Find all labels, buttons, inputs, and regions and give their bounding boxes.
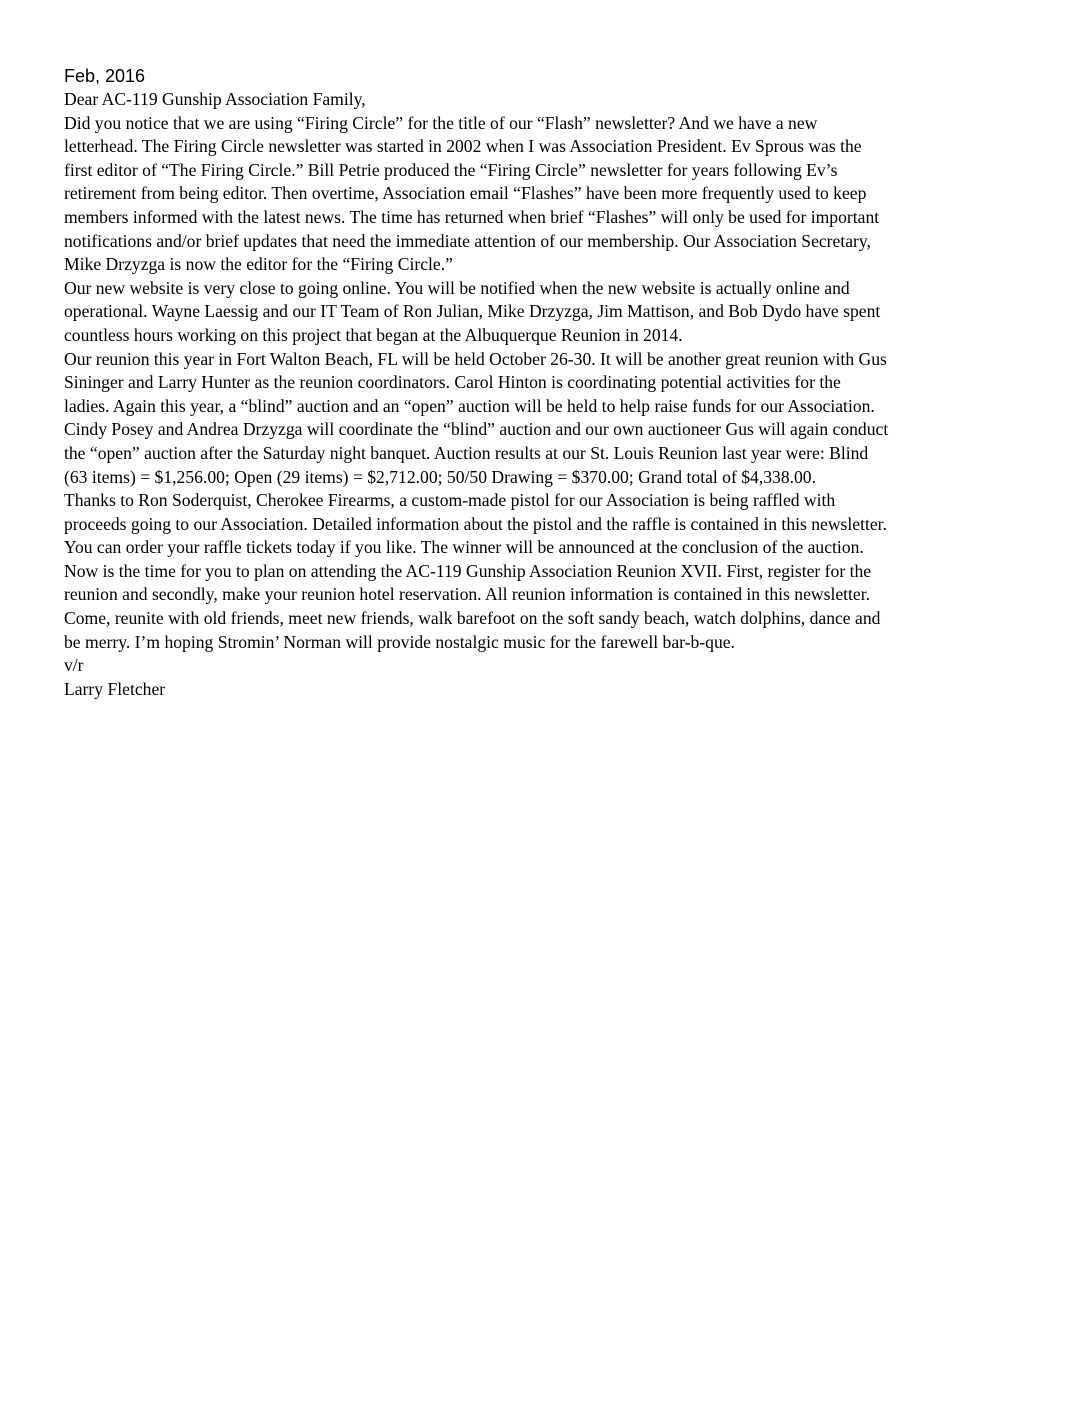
body-line: Sininger and Larry Hunter as the reunion coordinators. Carol Hinton is coordinating potential activities for the [64, 372, 841, 393]
letter-date: Feb, 2016 [64, 66, 146, 86]
body-line: notifications and/or brief updates that need the immediate attention of our membership. Our Association Secretary, [64, 230, 871, 251]
salutation: Dear AC-119 Gunship Association Family, [64, 89, 366, 109]
body-line: reunion and secondly, make your reunion hotel reservation. All reunion information is contained in this newsletter. [64, 584, 871, 605]
signature: Larry Fletcher [64, 678, 166, 699]
body-line: proceeds going to our Association. Detailed information about the pistol and the raffle is contained in this newsletter. [64, 513, 887, 534]
letter-page [64, 64, 1054, 701]
body-line: Now is the time for you to plan on attending the AC-119 Gunship Association Reunion XVII. First, register for the [64, 560, 872, 581]
body-line: (63 items) = $1,256.00; Open (29 items) = $2,712.00; 50/50 Drawing = $370.00; Grand total of $4,338.00. [64, 466, 817, 487]
body-line: Did you notice that we are using “Firing Circle” for the title of our “Flash” newsletter? And we have a new [64, 112, 818, 133]
body-line: Mike Drzyzga is now the editor for the “Firing Circle.” [64, 254, 453, 275]
body-line: letterhead. The Firing Circle newsletter was started in 2002 when I was Association President. Ev Sprous was the [64, 136, 862, 157]
body-line: the “open” auction after the Saturday night banquet. Auction results at our St. Louis Reunion last year were: Blind [64, 442, 869, 463]
body-line: members informed with the latest news. The time has returned when brief “Flashes” will only be used for important [64, 206, 880, 227]
letter-body [64, 112, 1054, 655]
body-line: Thanks to Ron Soderquist, Cherokee Firearms, a custom-made pistol for our Association is being raffled with [64, 490, 836, 511]
body-line: first editor of “The Firing Circle.” Bill Petrie produced the “Firing Circle” newsletter for years following Ev’s [64, 159, 838, 180]
body-line: countless hours working on this project that began at the Albuquerque Reunion in 2014. [64, 324, 683, 345]
body-line: be merry. I’m hoping Stromin’ Norman will provide nostalgic music for the farewell bar-b-que. [64, 631, 735, 652]
body-line: Come, reunite with old friends, meet new friends, walk barefoot on the soft sandy beach, watch dolphins, dance and [64, 608, 881, 629]
body-line: Our reunion this year in Fort Walton Beach, FL will be held October 26-30. It will be another great reunion with Gus [64, 348, 887, 369]
body-line: Our new website is very close to going online. You will be notified when the new website is actually online and [64, 277, 850, 298]
body-line: Cindy Posey and Andrea Drzyzga will coordinate the “blind” auction and our own auctioneer Gus will again conduct [64, 419, 889, 440]
body-line: retirement from being editor. Then overtime, Association email “Flashes” have been more frequently used to keep [64, 183, 867, 204]
closing: v/r [64, 655, 84, 676]
body-line: ladies. Again this year, a “blind” auction and an “open” auction will be held to help raise funds for our Association. [64, 395, 875, 416]
body-line: You can order your raffle tickets today if you like. The winner will be announced at the conclusion of the auction. [64, 537, 864, 558]
body-line: operational. Wayne Laessig and our IT Team of Ron Julian, Mike Drzyzga, Jim Mattison, and Bob Dydo have spent [64, 301, 881, 322]
